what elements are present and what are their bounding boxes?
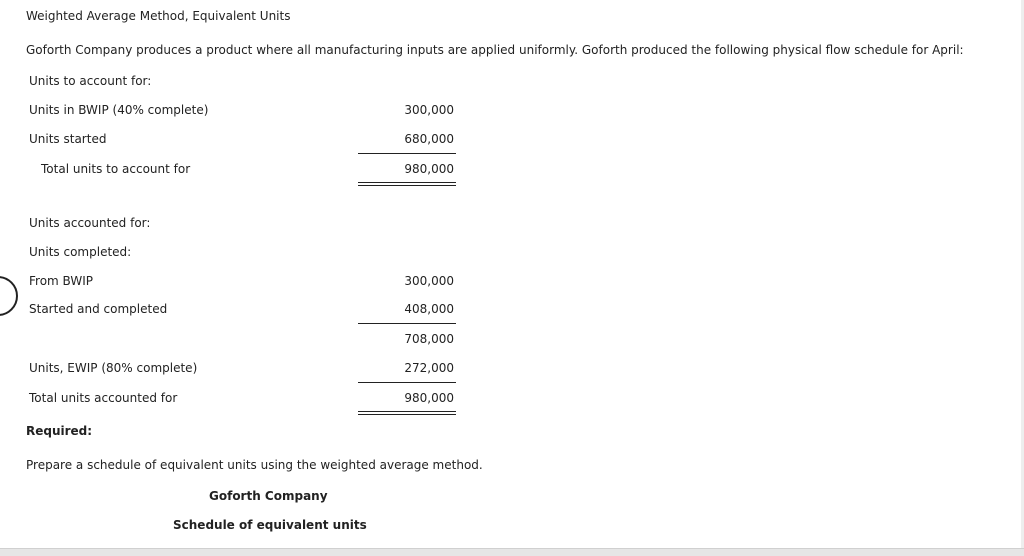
ewip-label: Units, EWIP (80% complete) — [29, 361, 198, 375]
to-account-header: Units to account for: — [29, 74, 152, 88]
required-text: Prepare a schedule of equivalent units using the weighted average method. — [26, 458, 483, 472]
double-rule-top — [358, 182, 456, 183]
row-label-from-bwip: From BWIP — [29, 274, 93, 288]
row-label-bwip: Units in BWIP (40% complete) — [29, 103, 209, 117]
row-value-from-bwip: 300,000 — [404, 274, 454, 288]
accounted-double-rule-bottom — [358, 414, 456, 415]
row-label-started-completed: Started and completed — [29, 302, 168, 316]
required-heading: Required: — [26, 424, 93, 438]
row-value-started: 680,000 — [404, 132, 454, 146]
side-handle-icon[interactable] — [0, 276, 18, 316]
page-title: Weighted Average Method, Equivalent Units — [26, 9, 291, 23]
total-to-account-value: 980,000 — [404, 162, 454, 176]
ewip-rule — [358, 382, 456, 383]
ewip-value: 272,000 — [404, 361, 454, 375]
problem-intro: Goforth Company produces a product where all manufacturing inputs are applied uniformly. Goforth produced the following physical flow schedule for April: — [26, 43, 964, 57]
accounted-double-rule-top — [358, 411, 456, 412]
completed-header: Units completed: — [29, 245, 132, 259]
schedule-company: Goforth Company — [209, 489, 328, 503]
completed-subtotal-value: 708,000 — [404, 332, 454, 346]
total-accounted-label: Total units accounted for — [29, 391, 178, 405]
subtotal-rule — [358, 153, 456, 154]
total-accounted-value: 980,000 — [404, 391, 454, 405]
row-label-started: Units started — [29, 132, 107, 146]
row-value-started-completed: 408,000 — [404, 302, 454, 316]
completed-subtotal-rule — [358, 323, 456, 324]
schedule-title: Schedule of equivalent units — [173, 518, 367, 532]
accounted-header: Units accounted for: — [29, 216, 151, 230]
double-rule-bottom — [358, 185, 456, 186]
row-value-bwip: 300,000 — [404, 103, 454, 117]
total-to-account-label: Total units to account for — [41, 162, 191, 176]
